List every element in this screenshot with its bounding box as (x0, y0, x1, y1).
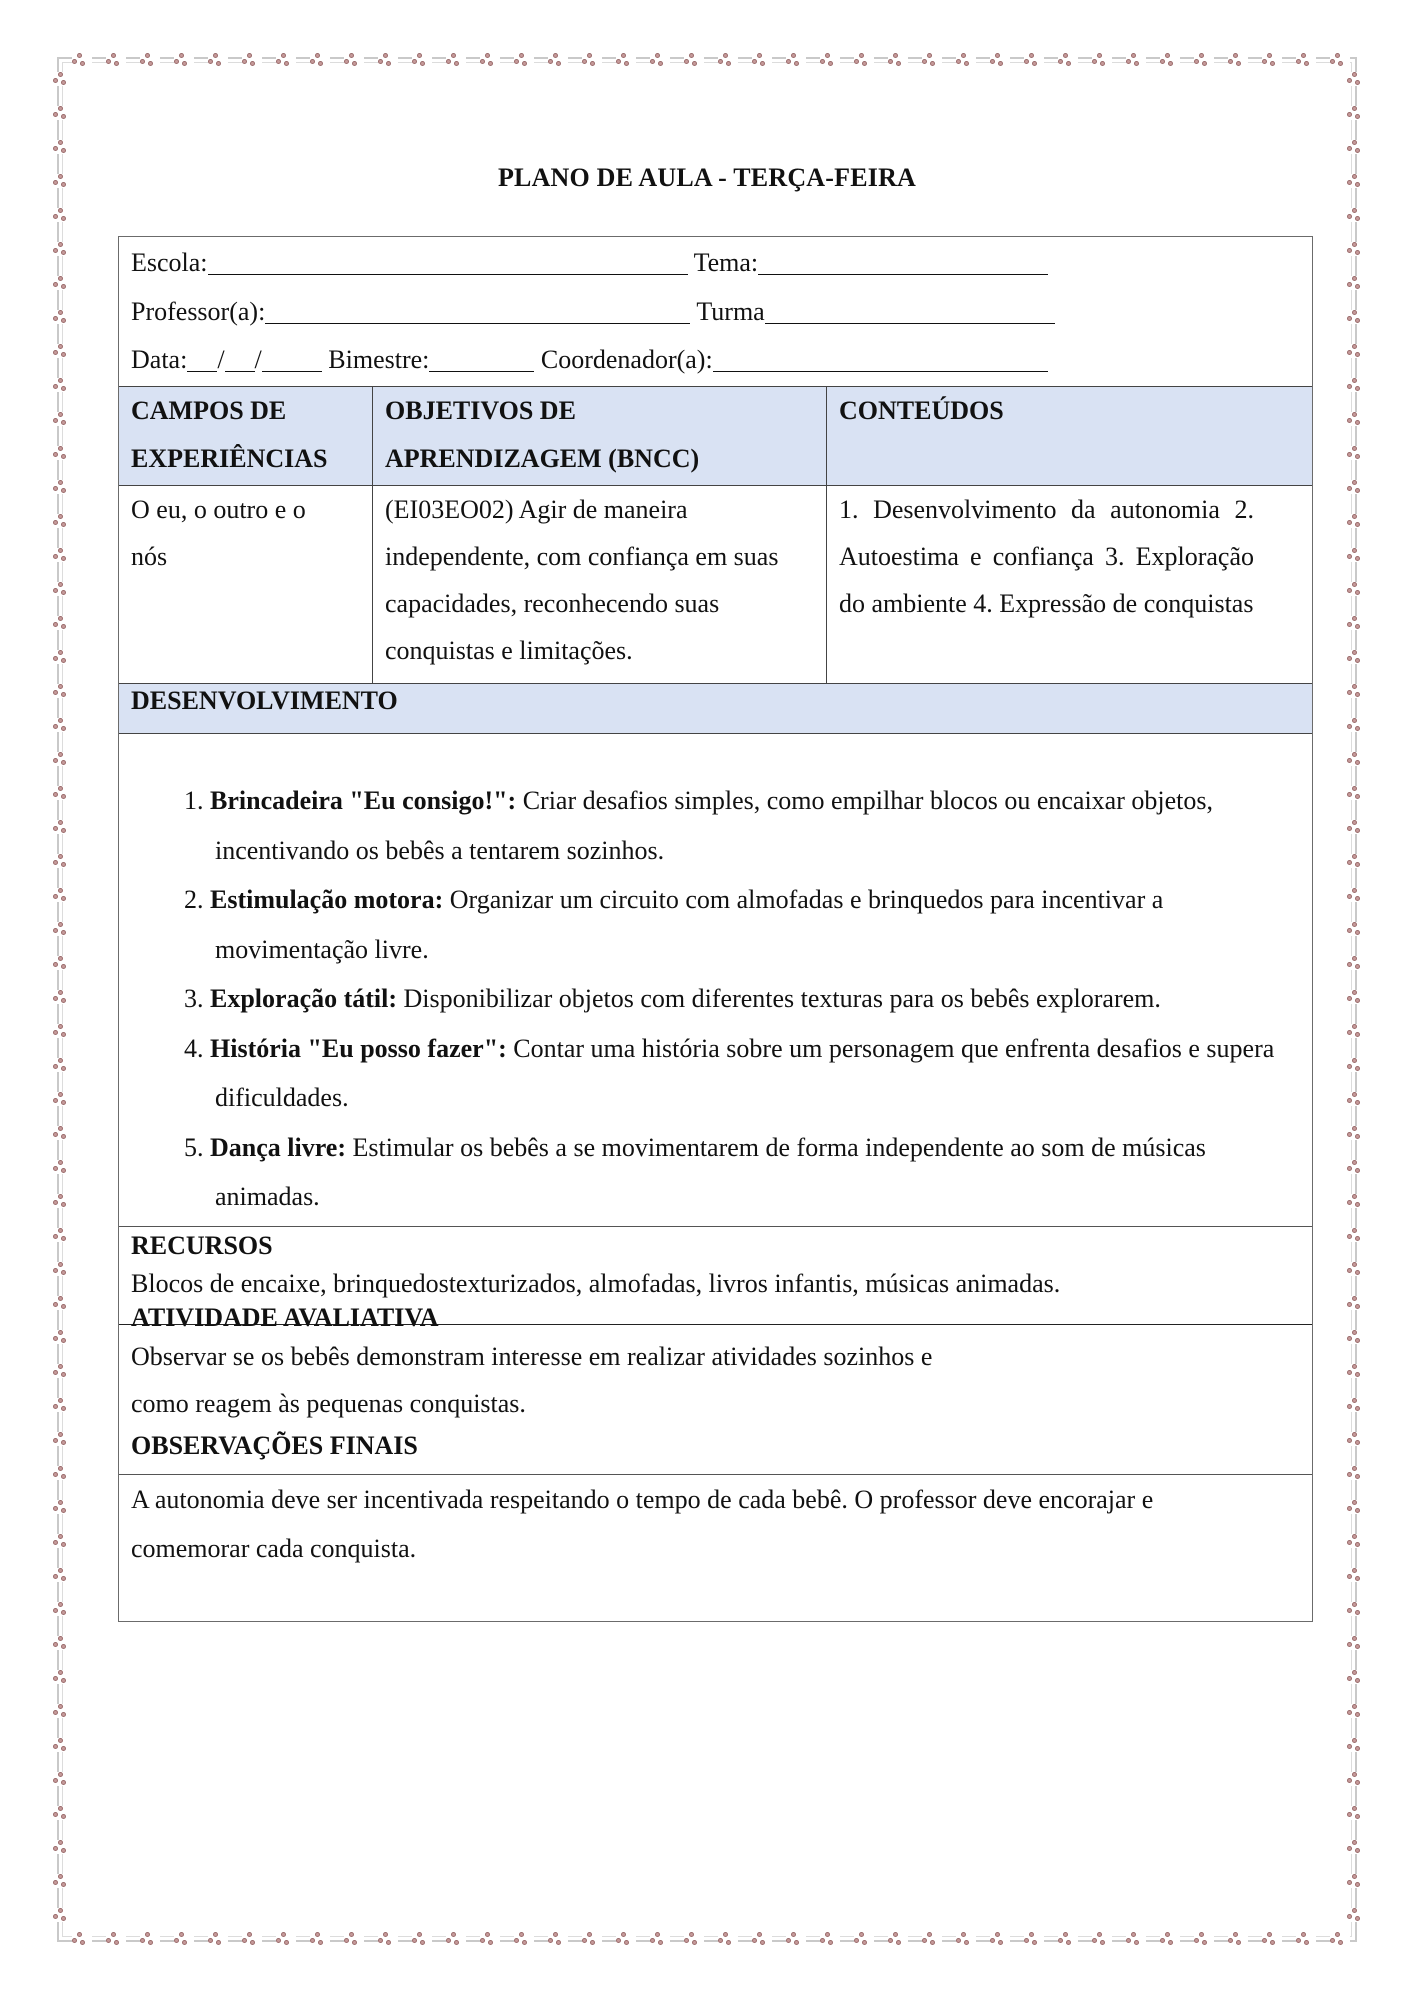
item-text: Criar desafios simples, como empilhar blocos ou encaixar objetos, incentivando os bebês a tentarem sozinhos. (215, 786, 1213, 865)
flower-ornament-icon (276, 53, 296, 67)
escola-label: Escola: (131, 248, 208, 277)
flower-ornament-icon (1194, 1932, 1214, 1946)
flower-ornament-icon (53, 1432, 73, 1446)
flower-ornament-icon (1092, 1932, 1112, 1946)
flower-ornament-icon (53, 1500, 73, 1514)
flower-ornament-icon (1347, 1840, 1367, 1854)
flower-ornament-icon (1347, 548, 1367, 562)
flower-ornament-icon (1347, 514, 1367, 528)
flower-ornament-icon (548, 53, 568, 67)
flower-ornament-icon (1347, 1806, 1367, 1820)
flower-ornament-icon (956, 1932, 976, 1946)
flower-ornament-icon (1347, 1466, 1367, 1480)
item-number: 1. (184, 786, 204, 815)
flower-ornament-icon (718, 53, 738, 67)
flower-ornament-icon (1330, 1932, 1350, 1946)
flower-ornament-icon (854, 53, 874, 67)
flower-ornament-icon (684, 53, 704, 67)
flower-ornament-icon (1347, 854, 1367, 868)
flower-ornament-icon (1347, 582, 1367, 596)
flower-ornament-icon (1347, 820, 1367, 834)
coordenador-field[interactable] (713, 345, 1048, 372)
flower-ornament-icon (1347, 786, 1367, 800)
flower-ornament-icon (1296, 53, 1316, 67)
flower-ornament-icon (1347, 276, 1367, 290)
flower-ornament-icon (480, 53, 500, 67)
header-conteudos-line1: CONTEÚDOS (839, 396, 1004, 425)
professor-turma-line (131, 288, 1300, 337)
flower-ornament-icon (650, 53, 670, 67)
flower-ornament-icon (820, 53, 840, 67)
data-bimestre-coordenador-line (131, 336, 1300, 385)
flower-ornament-icon (53, 786, 73, 800)
item-text: Estimular os bebês a se movimentarem de forma independente ao som de músicas animadas. (215, 1132, 1206, 1211)
item-number: 5. (184, 1132, 204, 1162)
flower-ornament-icon (53, 1330, 73, 1344)
flower-ornament-icon (53, 820, 73, 834)
flower-ornament-icon (1347, 650, 1367, 664)
recursos-section (119, 1226, 1312, 1332)
activity-list (119, 776, 1312, 1222)
flower-ornament-icon (53, 72, 73, 86)
flower-ornament-icon (344, 1932, 364, 1946)
flower-ornament-icon (1347, 310, 1367, 324)
flower-ornament-icon (53, 378, 73, 392)
flower-ornament-icon (140, 53, 160, 67)
flower-ornament-icon (1347, 1058, 1367, 1072)
coordenador-label: Coordenador(a): (540, 345, 713, 374)
flower-ornament-icon (53, 1602, 73, 1616)
cell-objetivos: (EI03EO02) Agir de maneira independente, com confiança em suas capacidades, reconhecendo suas conquistas e limitações. (372, 486, 826, 683)
flower-ornament-icon (378, 53, 398, 67)
flower-ornament-icon (53, 1092, 73, 1106)
escola-tema-line (131, 239, 1300, 288)
flower-ornament-icon (1194, 53, 1214, 67)
flower-ornament-icon (650, 1932, 670, 1946)
bimestre-label: Bimestre: (328, 345, 430, 374)
flower-ornament-icon (53, 684, 73, 698)
flower-ornament-icon (412, 53, 432, 67)
flower-ornament-icon (174, 1932, 194, 1946)
flower-ornament-icon (1160, 53, 1180, 67)
flower-ornament-icon (1347, 1670, 1367, 1684)
flower-ornament-icon (1347, 1602, 1367, 1616)
flower-ornament-icon (53, 888, 73, 902)
flower-ornament-icon (1347, 1024, 1367, 1038)
data-year-field[interactable] (262, 345, 322, 372)
flower-ornament-icon (786, 53, 806, 67)
flower-ornament-icon (1347, 718, 1367, 732)
recursos-heading: RECURSOS (131, 1231, 273, 1260)
flower-ornament-icon (1228, 53, 1248, 67)
flower-ornament-icon (72, 1932, 92, 1946)
flower-ornament-icon (53, 1262, 73, 1276)
flower-ornament-icon (1347, 888, 1367, 902)
header-campos (119, 387, 372, 485)
flower-ornament-icon (242, 1932, 262, 1946)
flower-ornament-icon (53, 1160, 73, 1174)
flower-ornament-icon (1347, 72, 1367, 86)
item-number: 2. (184, 885, 204, 914)
header-fields (119, 237, 1312, 386)
flower-ornament-icon (53, 1772, 73, 1786)
flower-ornament-icon (53, 1398, 73, 1412)
flower-ornament-icon (548, 1932, 568, 1946)
flower-ornament-icon (1160, 1932, 1180, 1946)
professor-field[interactable] (265, 297, 690, 324)
list-item (175, 974, 1292, 1024)
flower-ornament-icon (53, 1534, 73, 1548)
flower-ornament-icon (53, 1228, 73, 1242)
flower-ornament-icon (208, 1932, 228, 1946)
item-text: Contar uma história sobre um personagem que enfrenta desafios e supera dificuldades. (215, 1033, 1275, 1112)
flower-ornament-icon (208, 53, 228, 67)
flower-ornament-icon (53, 1568, 73, 1582)
flower-ornament-icon (53, 1636, 73, 1650)
flower-ornament-icon (53, 1126, 73, 1140)
list-item (175, 1024, 1292, 1123)
flower-ornament-icon (53, 922, 73, 936)
flower-ornament-icon (1058, 53, 1078, 67)
flower-ornament-icon (1228, 1932, 1248, 1946)
flower-ornament-icon (140, 1932, 160, 1946)
flower-ornament-icon (956, 53, 976, 67)
flower-ornament-icon (53, 140, 73, 154)
flower-ornament-icon (888, 53, 908, 67)
bimestre-field[interactable] (429, 345, 534, 372)
flower-ornament-icon (1347, 1874, 1367, 1888)
flower-ornament-icon (1296, 1932, 1316, 1946)
flower-ornament-icon (1092, 53, 1112, 67)
item-title: Estimulação motora: (210, 885, 444, 914)
flower-ornament-icon (888, 1932, 908, 1946)
flower-ornament-icon (752, 1932, 772, 1946)
flower-ornament-icon (1347, 956, 1367, 970)
flower-ornament-icon (990, 1932, 1010, 1946)
flower-ornament-icon (854, 1932, 874, 1946)
desenvolvimento-body (119, 734, 1312, 1226)
table-row (119, 485, 1312, 683)
turma-field[interactable] (765, 297, 1055, 324)
flower-ornament-icon (446, 1932, 466, 1946)
flower-ornament-icon (1262, 1932, 1282, 1946)
flower-ornament-icon (480, 1932, 500, 1946)
flower-ornament-icon (1347, 344, 1367, 358)
atividade-avaliativa-text: Observar se os bebês demonstram interesse em realizar atividades sozinhos e como reagem às pequenas conquistas. (131, 1342, 933, 1418)
date-separator: / (254, 345, 262, 374)
flower-ornament-icon (1347, 1296, 1367, 1310)
flower-ornament-icon (1347, 242, 1367, 256)
list-item (175, 875, 1292, 974)
flower-ornament-icon (53, 1466, 73, 1480)
flower-ornament-icon (922, 53, 942, 67)
flower-ornament-icon (1347, 1500, 1367, 1514)
flower-ornament-icon (53, 1058, 73, 1072)
data-day-field[interactable] (187, 345, 217, 372)
flower-ornament-icon (1347, 1772, 1367, 1786)
flower-ornament-icon (514, 53, 534, 67)
item-title: Exploração tátil: (210, 984, 398, 1013)
flower-ornament-icon (922, 1932, 942, 1946)
escola-field[interactable] (208, 248, 688, 275)
professor-label: Professor(a): (131, 296, 266, 326)
flower-ornament-icon (53, 480, 73, 494)
atividade-avaliativa-section (119, 1324, 1312, 1474)
flower-ornament-icon (1347, 1126, 1367, 1140)
flower-ornament-icon (1347, 1194, 1367, 1208)
flower-ornament-icon (53, 276, 73, 290)
desenvolvimento-heading: DESENVOLVIMENTO (119, 683, 1312, 734)
flower-ornament-icon (582, 53, 602, 67)
header-campos-line2: EXPERIÊNCIAS (131, 444, 328, 473)
flower-ornament-icon (53, 1670, 73, 1684)
observacoes-finais-text: A autonomia deve ser incentivada respeitando o tempo de cada bebê. O professor deve encorajar e comemorar cada conquista. (131, 1485, 1154, 1563)
tema-label: Tema: (693, 248, 759, 277)
flower-ornament-icon (53, 1806, 73, 1820)
page-title: PLANO DE AULA - TERÇA-FEIRA (497, 163, 917, 192)
flower-ornament-icon (1347, 1704, 1367, 1718)
flower-ornament-icon (1347, 106, 1367, 120)
flower-ornament-icon (718, 1932, 738, 1946)
flower-ornament-icon (990, 53, 1010, 67)
lesson-plan-table (118, 236, 1313, 1622)
header-campos-line1: CAMPOS DE (131, 396, 287, 425)
flower-ornament-icon (1347, 1092, 1367, 1106)
flower-ornament-icon (344, 53, 364, 67)
tema-field[interactable] (758, 248, 1048, 275)
flower-ornament-icon (1347, 1534, 1367, 1548)
flower-ornament-icon (310, 1932, 330, 1946)
flower-ornament-icon (446, 53, 466, 67)
flower-ornament-icon (53, 616, 73, 630)
flower-ornament-icon (174, 53, 194, 67)
flower-ornament-icon (752, 53, 772, 67)
flower-ornament-icon (53, 718, 73, 732)
list-item (175, 776, 1292, 875)
header-objetivos-line1: OBJETIVOS DE (385, 396, 576, 425)
flower-ornament-icon (53, 412, 73, 426)
observacoes-finais-heading: OBSERVAÇÕES FINAIS (131, 1431, 418, 1460)
flower-ornament-icon (53, 1908, 73, 1922)
item-title: História "Eu posso fazer": (210, 1033, 507, 1063)
cell-campos: O eu, o outro e o nós (131, 495, 306, 571)
flower-ornament-icon (53, 1364, 73, 1378)
flower-ornament-icon (242, 53, 262, 67)
flower-ornament-icon (1347, 1568, 1367, 1582)
flower-ornament-icon (1330, 53, 1350, 67)
data-label: Data: (131, 345, 188, 374)
flower-ornament-icon (53, 242, 73, 256)
flower-ornament-icon (1126, 1932, 1146, 1946)
flower-ornament-icon (53, 854, 73, 868)
flower-ornament-icon (616, 1932, 636, 1946)
flower-ornament-icon (53, 310, 73, 324)
column-headers (119, 386, 1312, 485)
flower-ornament-icon (72, 53, 92, 67)
flower-ornament-icon (1347, 140, 1367, 154)
flower-ornament-icon (276, 1932, 296, 1946)
observacoes-finais-section (119, 1474, 1312, 1621)
flower-ornament-icon (1347, 446, 1367, 460)
flower-ornament-icon (820, 1932, 840, 1946)
flower-ornament-icon (53, 990, 73, 1004)
flower-ornament-icon (53, 208, 73, 222)
flower-ornament-icon (53, 752, 73, 766)
flower-ornament-icon (53, 514, 73, 528)
flower-ornament-icon (53, 106, 73, 120)
flower-ornament-icon (1347, 480, 1367, 494)
flower-ornament-icon (53, 956, 73, 970)
item-text: Disponibilizar objetos com diferentes texturas para os bebês explorarem. (403, 984, 1161, 1013)
flower-ornament-icon (1347, 752, 1367, 766)
recursos-text: Blocos de encaixe, brinquedostexturizados, almofadas, livros infantis, músicas animadas. (131, 1269, 1061, 1298)
flower-ornament-icon (1347, 1330, 1367, 1344)
cell-conteudos: 1. Desenvolvimento da autonomia 2. Autoestima e confiança 3. Exploração do ambiente 4. Expressão de conquistas (826, 486, 1312, 683)
flower-ornament-icon (514, 1932, 534, 1946)
header-conteudos (826, 387, 1312, 485)
flower-ornament-icon (53, 1704, 73, 1718)
atividade-avaliativa-heading: ATIVIDADE AVALIATIVA (131, 1303, 439, 1332)
flower-ornament-icon (53, 650, 73, 664)
flower-ornament-icon (786, 1932, 806, 1946)
flower-ornament-icon (1126, 53, 1146, 67)
header-objetivos-line2: APRENDIZAGEM (BNCC) (385, 444, 700, 473)
flower-ornament-icon (1347, 1738, 1367, 1752)
flower-ornament-icon (1058, 1932, 1078, 1946)
flower-ornament-icon (1347, 1908, 1367, 1922)
flower-ornament-icon (1347, 1432, 1367, 1446)
flower-ornament-icon (1347, 1364, 1367, 1378)
flower-ornament-icon (1347, 922, 1367, 936)
flower-ornament-icon (412, 1932, 432, 1946)
flower-ornament-icon (1347, 378, 1367, 392)
flower-ornament-icon (1347, 616, 1367, 630)
item-title: Brincadeira "Eu consigo!": (210, 786, 517, 815)
flower-ornament-icon (53, 1874, 73, 1888)
flower-ornament-icon (1347, 684, 1367, 698)
item-number: 3. (184, 984, 204, 1013)
flower-ornament-icon (378, 1932, 398, 1946)
flower-ornament-icon (53, 1840, 73, 1854)
flower-ornament-icon (53, 582, 73, 596)
turma-label: Turma (696, 296, 765, 326)
flower-ornament-icon (53, 344, 73, 358)
flower-ornament-icon (53, 1024, 73, 1038)
flower-ornament-icon (53, 1194, 73, 1208)
item-title: Dança livre: (210, 1132, 346, 1162)
flower-ornament-icon (310, 53, 330, 67)
flower-ornament-icon (53, 1296, 73, 1310)
flower-ornament-icon (1347, 1398, 1367, 1412)
flower-ornament-icon (1347, 1636, 1367, 1650)
flower-ornament-icon (1024, 1932, 1044, 1946)
flower-ornament-icon (53, 446, 73, 460)
flower-ornament-icon (1347, 1262, 1367, 1276)
data-month-field[interactable] (225, 345, 255, 372)
list-item (175, 1123, 1292, 1222)
flower-ornament-icon (106, 53, 126, 67)
flower-ornament-icon (1347, 1160, 1367, 1174)
date-separator: / (217, 345, 225, 374)
flower-ornament-icon (53, 548, 73, 562)
header-objetivos (372, 387, 826, 485)
flower-ornament-icon (1262, 53, 1282, 67)
flower-ornament-icon (684, 1932, 704, 1946)
flower-ornament-icon (1024, 53, 1044, 67)
flower-ornament-icon (1347, 990, 1367, 1004)
flower-ornament-icon (582, 1932, 602, 1946)
flower-ornament-icon (1347, 208, 1367, 222)
item-number: 4. (184, 1033, 204, 1063)
flower-ornament-icon (616, 53, 636, 67)
flower-ornament-icon (106, 1932, 126, 1946)
flower-ornament-icon (53, 1738, 73, 1752)
flower-ornament-icon (1347, 1228, 1367, 1242)
flower-ornament-icon (1347, 412, 1367, 426)
item-text: Organizar um circuito com almofadas e brinquedos para incentivar a movimentação livre. (215, 885, 1164, 964)
